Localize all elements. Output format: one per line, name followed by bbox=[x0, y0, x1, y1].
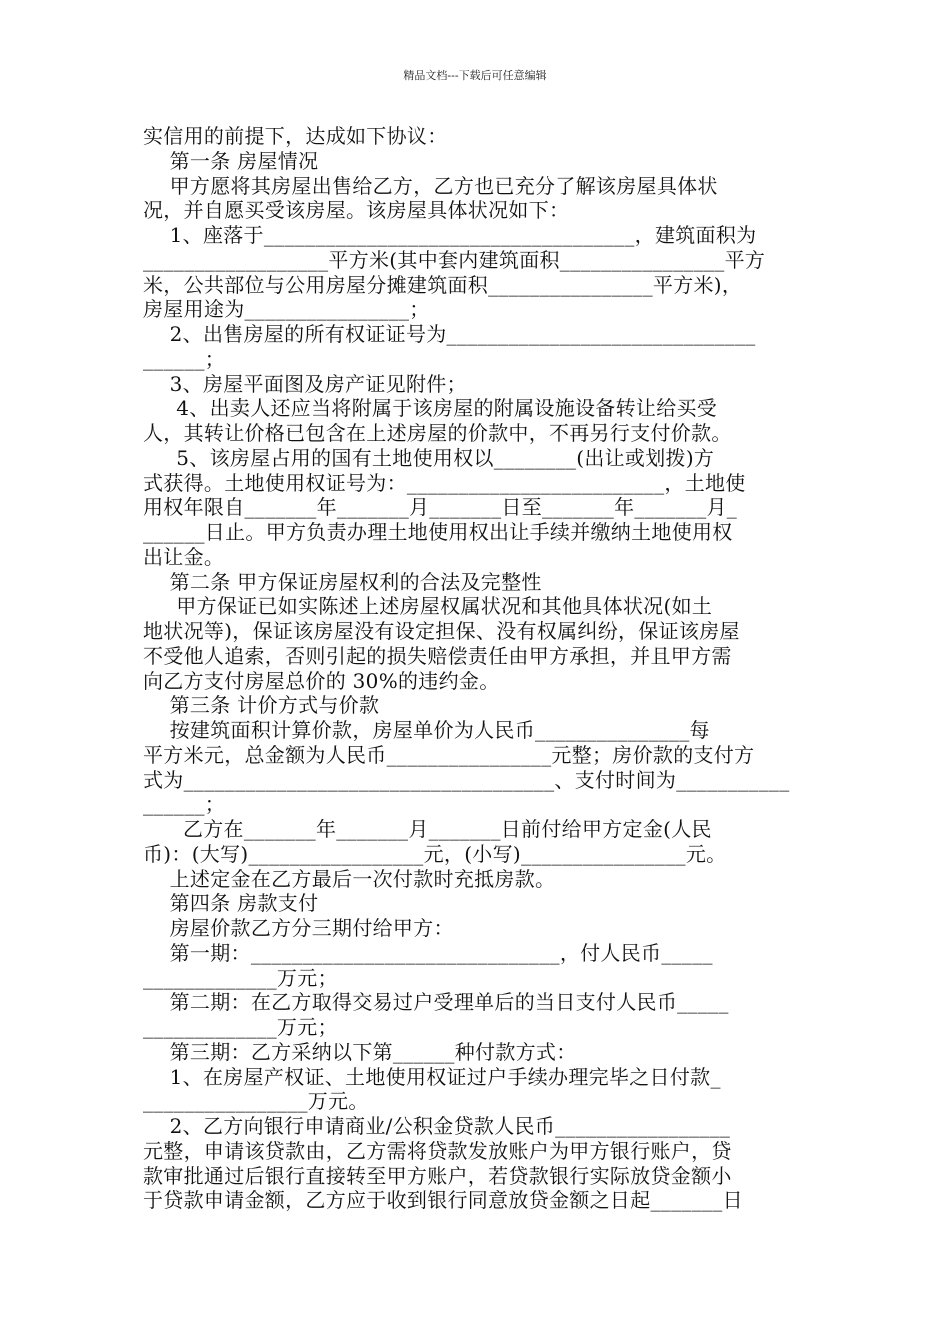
text-line: _____________万元； bbox=[143, 965, 338, 990]
text-line: 币)：(大写)_________________元，(小写)________________元。 bbox=[143, 841, 727, 866]
text-line: 第二条 甲方保证房屋权利的合法及完整性 bbox=[143, 569, 542, 594]
text-line: 人，其转让价格已包含在上述房屋的价款中，不再另行支付价款。 bbox=[143, 421, 732, 445]
text-line: 向乙方支付房屋总价的 30%的违约金。 bbox=[143, 668, 500, 693]
text-line: 第三期：乙方采纳以下第______种付款方式： bbox=[143, 1039, 577, 1064]
text-line: 出让金。 bbox=[143, 544, 225, 569]
text-line: 款审批通过后银行直接转至甲方账户，若贷款银行实际放贷金额小 bbox=[143, 1163, 732, 1188]
text-line: ________________万元。 bbox=[143, 1089, 369, 1114]
text-line: 3、房屋平面图及房产证见附件； bbox=[143, 371, 467, 396]
text-line: 第一期：______________________________，付人民币_____ bbox=[143, 940, 713, 965]
text-line: __________________平方米(其中套内建筑面积________________平方 bbox=[143, 247, 766, 272]
text-line: ______； bbox=[143, 346, 226, 371]
text-line: 用权年限自_______年_______月_______日至_______年_______月_ bbox=[143, 495, 738, 520]
text-line: 况，并自愿买受该房屋。该房屋具体状况如下： bbox=[143, 198, 570, 223]
text-line: 第二期：在乙方取得交易过户受理单后的当日支付人民币_____ bbox=[143, 990, 729, 1015]
text-line: 1、在房屋产权证、土地使用权证过户手续办理完毕之日付款_ bbox=[143, 1064, 721, 1089]
text-line: 4、出卖人还应当将附属于该房屋的附属设施设备转让给买受 bbox=[143, 396, 718, 421]
text-line: 房屋价款乙方分三期付给甲方： bbox=[143, 916, 454, 940]
text-line: 第一条 房屋情况 bbox=[143, 148, 319, 173]
text-line: ______日止。甲方负责办理土地使用权出让手续并缴纳土地使用权 bbox=[143, 520, 733, 544]
text-line: 式获得。土地使用权证号为：_________________________，土地使 bbox=[143, 470, 746, 495]
text-line: 米，公共部位与公用房屋分摊建筑面积________________平方米)， bbox=[143, 272, 743, 297]
contract-body bbox=[143, 124, 813, 1213]
text-line: 房屋用途为________________； bbox=[143, 297, 430, 322]
text-line: 甲方保证已如实陈述上述房屋权属状况和其他具体状况(如土 bbox=[143, 594, 713, 619]
text-line: 平方米元，总金额为人民币________________元整；房价款的支付方 bbox=[143, 742, 755, 767]
text-line: 实信用的前提下，达成如下协议： bbox=[143, 124, 448, 148]
text-line: 甲方愿将其房屋出售给乙方，乙方也已充分了解该房屋具体状 bbox=[143, 173, 718, 198]
text-line: 2、出售房屋的所有权证证号为______________________________ bbox=[143, 322, 756, 346]
text-line: 第三条 计价方式与价款 bbox=[143, 693, 380, 718]
text-line: 式为____________________________________、支付时间为___________ bbox=[143, 767, 790, 792]
text-line: 乙方在_______年_______月_______日前付给甲方定金(人民 bbox=[143, 817, 712, 841]
text-line: 上述定金在乙方最后一次付款时充抵房款。 bbox=[143, 866, 556, 891]
text-line: 5、该房屋占用的国有土地使用权以________(出让或划拨)方 bbox=[143, 445, 715, 470]
text-line: 按建筑面积计算价款，房屋单价为人民币_______________每 bbox=[143, 718, 710, 742]
text-line: ______； bbox=[143, 792, 226, 817]
text-line: 第四条 房款支付 bbox=[143, 891, 319, 916]
text-line: 元整，申请该贷款由，乙方需将贷款发放账户为甲方银行账户，贷 bbox=[143, 1138, 732, 1163]
text-line: _____________万元； bbox=[143, 1015, 338, 1039]
page-header: 精品文档---下载后可任意编辑 bbox=[403, 69, 547, 82]
text-line: 地状况等)，保证该房屋没有设定担保、没有权属纠纷，保证该房屋 bbox=[143, 619, 740, 643]
text-line: 不受他人追索，否则引起的损失赔偿责任由甲方承担，并且甲方需 bbox=[143, 643, 732, 668]
text-line: 1、座落于____________________________________，建筑面积为 bbox=[143, 223, 757, 247]
text-line: 2、乙方向银行申请商业/公积金贷款人民币_________________ bbox=[143, 1114, 731, 1138]
text-line: 于贷款申请金额，乙方应于收到银行同意放贷金额之日起_______日 bbox=[143, 1188, 743, 1213]
